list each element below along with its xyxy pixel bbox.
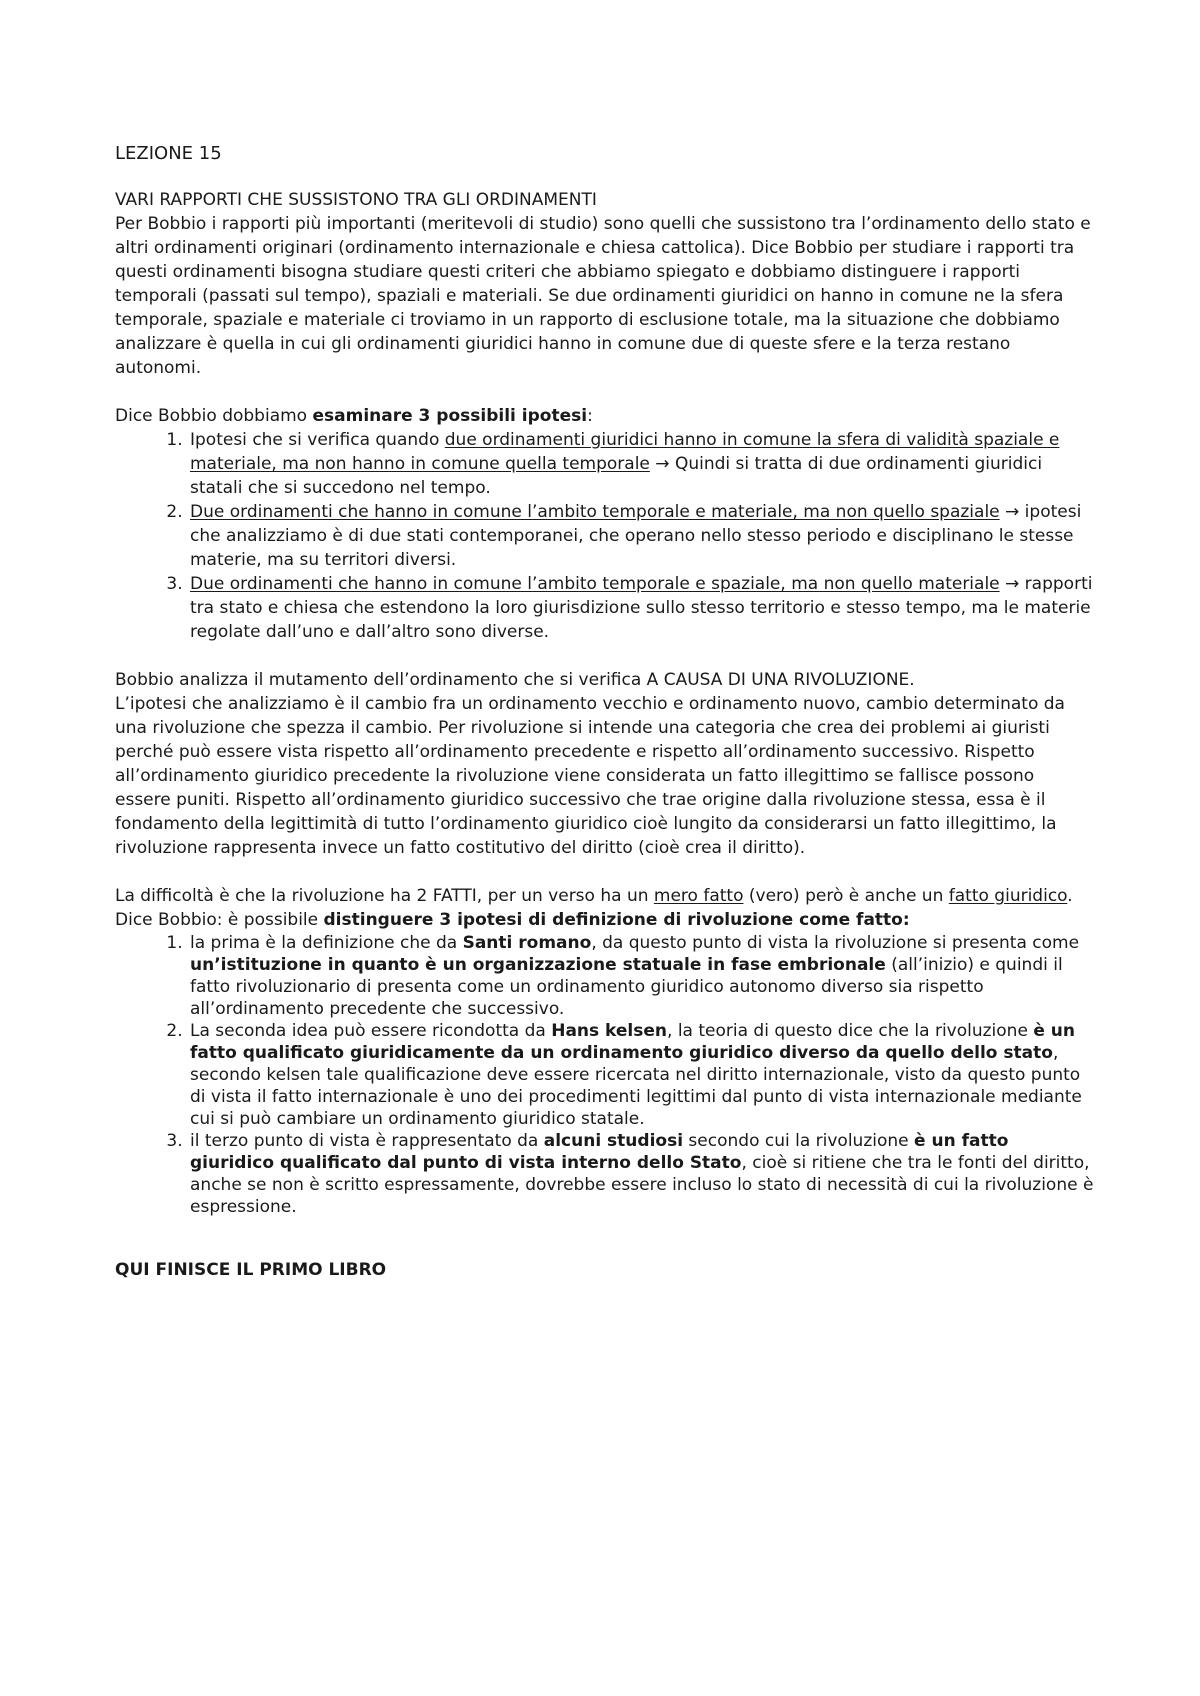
item-bold-text: alcuni studiosi <box>543 1131 684 1151</box>
revolution-heading-line: Bobbio analizza il mutamento dell’ordinamento che si verifica A CAUSA DI UNA RIVOLUZIONE. <box>115 670 915 690</box>
section-definitions <box>115 884 1095 1218</box>
list-item <box>188 1020 1095 1130</box>
item-text: secondo cui la rivoluzione <box>683 1131 915 1151</box>
intro-suffix: : <box>587 406 593 426</box>
list-item <box>188 1130 1095 1218</box>
hypotheses-intro <box>115 404 1095 428</box>
list-item <box>188 500 1095 572</box>
arrow-icon: → <box>1005 574 1020 594</box>
item-text: ipotesi che analizziamo è di due stati contemporanei, che operano nello stesso periodo e disciplinano le stesse materie, ma su territori diversi. <box>190 502 1082 570</box>
spacer <box>115 380 1095 404</box>
item-bold-text: Hans kelsen <box>551 1021 668 1041</box>
spacer <box>115 860 1095 884</box>
intro-text: Dice Bobbio dobbiamo <box>115 406 313 426</box>
arrow-icon: → <box>1005 502 1020 522</box>
item-bold-text: Santi romano <box>462 933 592 953</box>
document-page <box>115 142 1095 1282</box>
lesson-title: LEZIONE 15 <box>115 143 222 164</box>
section-revolution <box>115 668 1095 860</box>
item-text: , secondo kelsen tale qualificazione deve essere ricercata nel diritto internazionale, visto da questo punto di vista il fatto internazionale è uno dei procedimenti legittimi dal punto di vista internazionale mediante cui si può cambiare un ordinamento giuridico statale. <box>190 1043 1082 1129</box>
item-bold-text: un’istituzione in quanto è un organizzazione statuale in fase embrionale <box>190 955 886 975</box>
intro-bold-text: distinguere 3 ipotesi di definizione di rivoluzione come fatto: <box>323 910 910 930</box>
difficulty-paragraph <box>115 884 1095 908</box>
arrow-icon: → <box>655 454 670 474</box>
item-text: La seconda idea può essere ricondotta da <box>190 1021 552 1041</box>
definitions-intro <box>115 908 1095 932</box>
list-item <box>188 932 1095 1020</box>
difficulty-text: . <box>1067 886 1073 906</box>
item-text: il terzo punto di vista è rappresentato da <box>190 1131 544 1151</box>
item-text: Quindi si tratta di due ordinamenti giuridici statali che si succedono nel tempo. <box>190 454 1043 498</box>
list-item <box>188 572 1095 644</box>
section-hypotheses <box>115 404 1095 644</box>
difficulty-text: (vero) però è anche un <box>743 886 949 906</box>
list-item <box>188 428 1095 500</box>
item-text: (all’inizio) e quindi il fatto rivoluzionario di presenta come un ordinamento giuridico autonomo diverso sia rispetto all’ordinamento precedente che successivo. <box>190 955 1063 1019</box>
item-bold-text: è un fatto giuridico qualificato dal punto di vista interno dello Stato <box>190 1131 1009 1173</box>
item-text: , da questo punto di vista la rivoluzione si presenta come <box>591 933 1080 953</box>
item-text: rapporti tra stato e chiesa che estendono la loro giurisdizione sullo stesso territorio e stesso tempo, ma le materie regolate dall’uno e dall’altro sono diverse. <box>190 574 1093 642</box>
intro-bold-text: esaminare 3 possibili ipotesi <box>312 406 588 426</box>
item-text: , cioè si ritiene che tra le fonti del diritto, anche se non è scritto espressamente, dovrebbe essere incluso lo stato di necessità di cui la rivoluzione è espressione. <box>190 1153 1094 1217</box>
difficulty-text: La difficoltà è che la rivoluzione ha 2 FATTI, per un verso ha un <box>115 886 654 906</box>
item-bold-text: è un fatto qualificato giuridicamente da un ordinamento giuridico diverso da quello dello stato <box>190 1021 1075 1063</box>
intro-text: Dice Bobbio: è possibile <box>115 910 324 930</box>
end-note: QUI FINISCE IL PRIMO LIBRO <box>115 1260 387 1280</box>
section-relations <box>115 188 1095 380</box>
item-underlined-text: due ordinamenti giuridici hanno in comune la sfera di validità spaziale e materiale, ma non hanno in comune quella temporale <box>190 430 1060 474</box>
section-paragraph: Per Bobbio i rapporti più importanti (meritevoli di studio) sono quelli che sussistono tra l’ordinamento dello stato e altri ordinamenti originari (ordinamento internazionale e chiesa cattolica). Dice Bobbio per studiare i rapporti tra questi ordinamenti bisogna studiare questi criteri che abbiamo spiegato e dobbiamo distinguere i rapporti temporali (passati sul tempo), spaziali e materiali. Se due ordinamenti giuridici on hanno in comune ne la sfera temporale, spaziale e materiale ci troviamo in un rapporto di esclusione totale, ma la situazione che dobbiamo analizzare è quella in cui gli ordinamenti giuridici hanno in comune due di queste sfere e la terza restano autonomi. <box>115 214 1091 378</box>
difficulty-underlined-text: mero fatto <box>653 886 744 906</box>
spacer <box>115 644 1095 668</box>
revolution-paragraph: L’ipotesi che analizziamo è il cambio fra un ordinamento vecchio e ordinamento nuovo, cambio determinato da una rivoluzione che spezza il cambio. Per rivoluzione si intende una categoria che crea dei problemi ai giuristi perché può essere vista rispetto all’ordinamento precedente e rispetto all’ordinamento successivo. Rispetto all’ordinamento giuridico precedente la rivoluzione viene considerata un fatto illegittimo se fallisce possono essere puniti. Rispetto all’ordinamento giuridico successivo che trae origine dalla rivoluzione stessa, essa è il fondamento della legittimità di tutto l’ordinamento giuridico cioè lungito da considerarsi un fatto illegittimo, la rivoluzione rappresenta invece un fatto costitutivo del diritto (cioè crea il diritto). <box>115 694 1065 858</box>
item-underlined-text: Due ordinamenti che hanno in comune l’ambito temporale e materiale, ma non quello spaziale <box>190 502 1000 522</box>
item-text: , la teoria di questo dice che la rivoluzione <box>667 1021 1034 1041</box>
difficulty-underlined-text: fatto giuridico <box>948 886 1068 906</box>
section-heading: VARI RAPPORTI CHE SUSSISTONO TRA GLI ORDINAMENTI <box>115 190 597 210</box>
item-text: la prima è la definizione che da <box>190 933 463 953</box>
item-text: Ipotesi che si verifica quando <box>190 430 445 450</box>
definitions-list <box>115 932 1095 1218</box>
item-underlined-text: Due ordinamenti che hanno in comune l’ambito temporale e spaziale, ma non quello materiale <box>190 574 1000 594</box>
hypotheses-list <box>115 428 1095 644</box>
